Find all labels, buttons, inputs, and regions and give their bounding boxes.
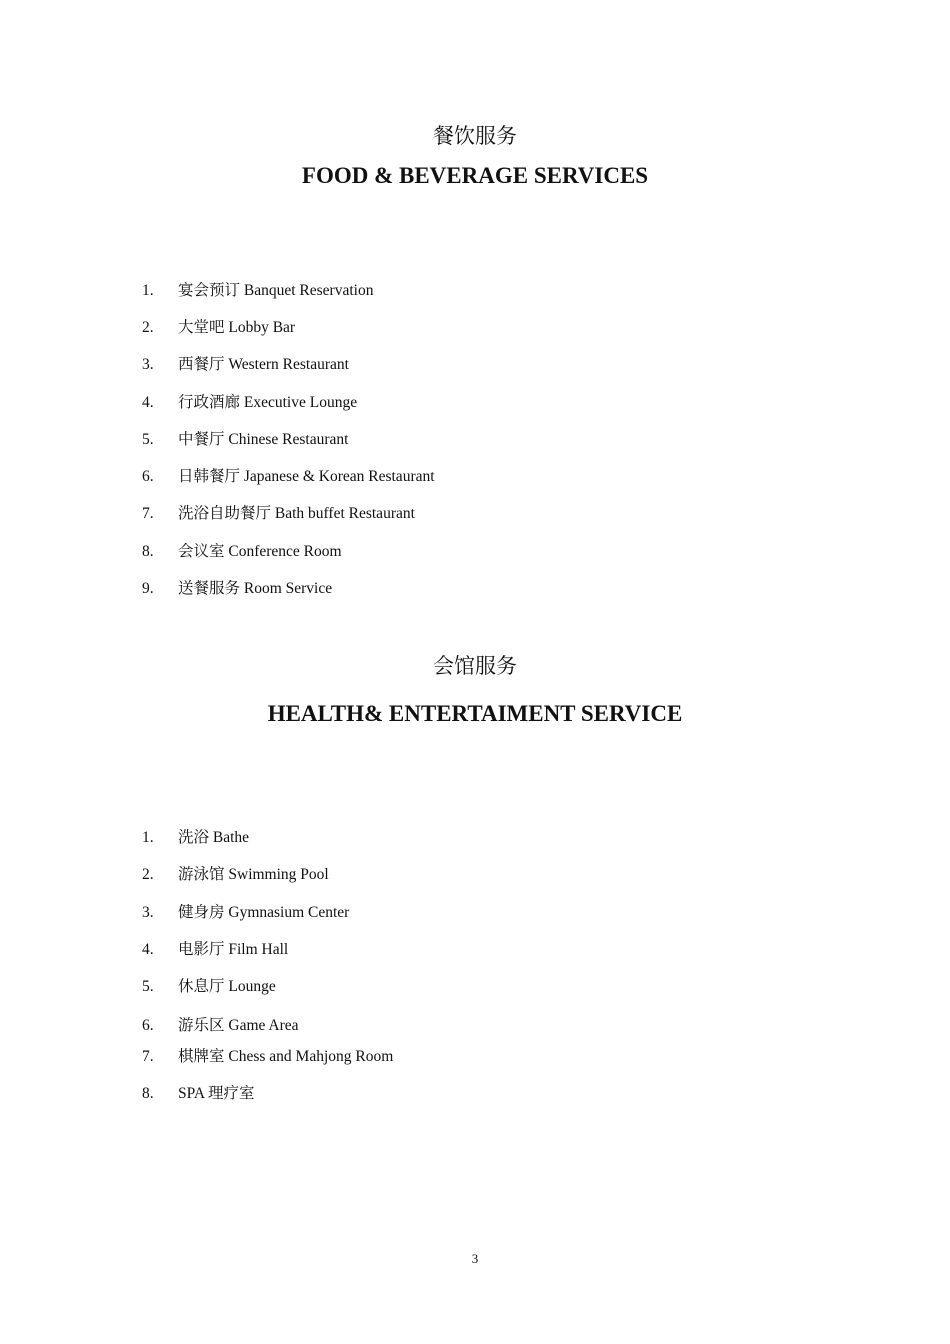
item-text: 会议室 Conference Room — [178, 543, 342, 560]
list-item — [142, 864, 329, 886]
section-title-english: HEALTH& ENTERTAIMENT SERVICE — [267, 701, 683, 726]
list-item — [142, 1046, 393, 1068]
item-text: 棋牌室 Chess and Mahjong Room — [178, 1048, 394, 1065]
section-title-english: FOOD & BEVERAGE SERVICES — [301, 163, 649, 188]
list-item — [142, 902, 349, 924]
list-item — [142, 1015, 299, 1037]
list-item — [142, 1083, 255, 1105]
list-item — [142, 976, 276, 998]
item-number: 5. — [142, 978, 154, 995]
item-text: SPA 理疗室 — [178, 1085, 255, 1102]
item-number: 5. — [142, 431, 154, 448]
list-item — [142, 827, 249, 849]
item-text: 行政酒廊 Executive Lounge — [178, 394, 358, 411]
item-number: 1. — [142, 282, 154, 299]
item-text: 日韩餐厅 Japanese & Korean Restaurant — [178, 468, 435, 485]
section-title-chinese: 会馆服务 — [433, 654, 517, 678]
list-item — [142, 939, 288, 961]
item-number: 1. — [142, 829, 154, 846]
item-number: 7. — [142, 505, 154, 522]
item-number: 6. — [142, 468, 154, 485]
item-number: 2. — [142, 319, 154, 336]
item-text: 休息厅 Lounge — [178, 978, 276, 995]
item-number: 9. — [142, 580, 154, 597]
item-text: 送餐服务 Room Service — [178, 580, 333, 597]
item-number: 7. — [142, 1048, 154, 1065]
item-number: 3. — [142, 904, 154, 921]
item-text: 西餐厅 Western Restaurant — [178, 356, 349, 373]
item-text: 洗浴自助餐厅 Bath buffet Restaurant — [178, 505, 415, 522]
item-text: 洗浴 Bathe — [178, 829, 250, 846]
page-number: 3 — [471, 1251, 479, 1266]
item-number: 2. — [142, 866, 154, 883]
section-title-chinese: 餐饮服务 — [433, 124, 517, 148]
item-text: 电影厅 Film Hall — [178, 941, 289, 958]
item-text: 健身房 Gymnasium Center — [178, 904, 350, 921]
item-text: 中餐厅 Chinese Restaurant — [178, 431, 349, 448]
item-number: 8. — [142, 1085, 154, 1102]
item-text: 游乐区 Game Area — [178, 1017, 299, 1034]
item-text: 游泳馆 Swimming Pool — [178, 866, 329, 883]
item-text: 宴会预订 Banquet Reservation — [178, 282, 374, 299]
item-number: 8. — [142, 543, 154, 560]
item-number: 6. — [142, 1017, 154, 1034]
item-number: 3. — [142, 356, 154, 373]
item-number: 4. — [142, 394, 154, 411]
item-text: 大堂吧 Lobby Bar — [178, 319, 296, 336]
item-number: 4. — [142, 941, 154, 958]
